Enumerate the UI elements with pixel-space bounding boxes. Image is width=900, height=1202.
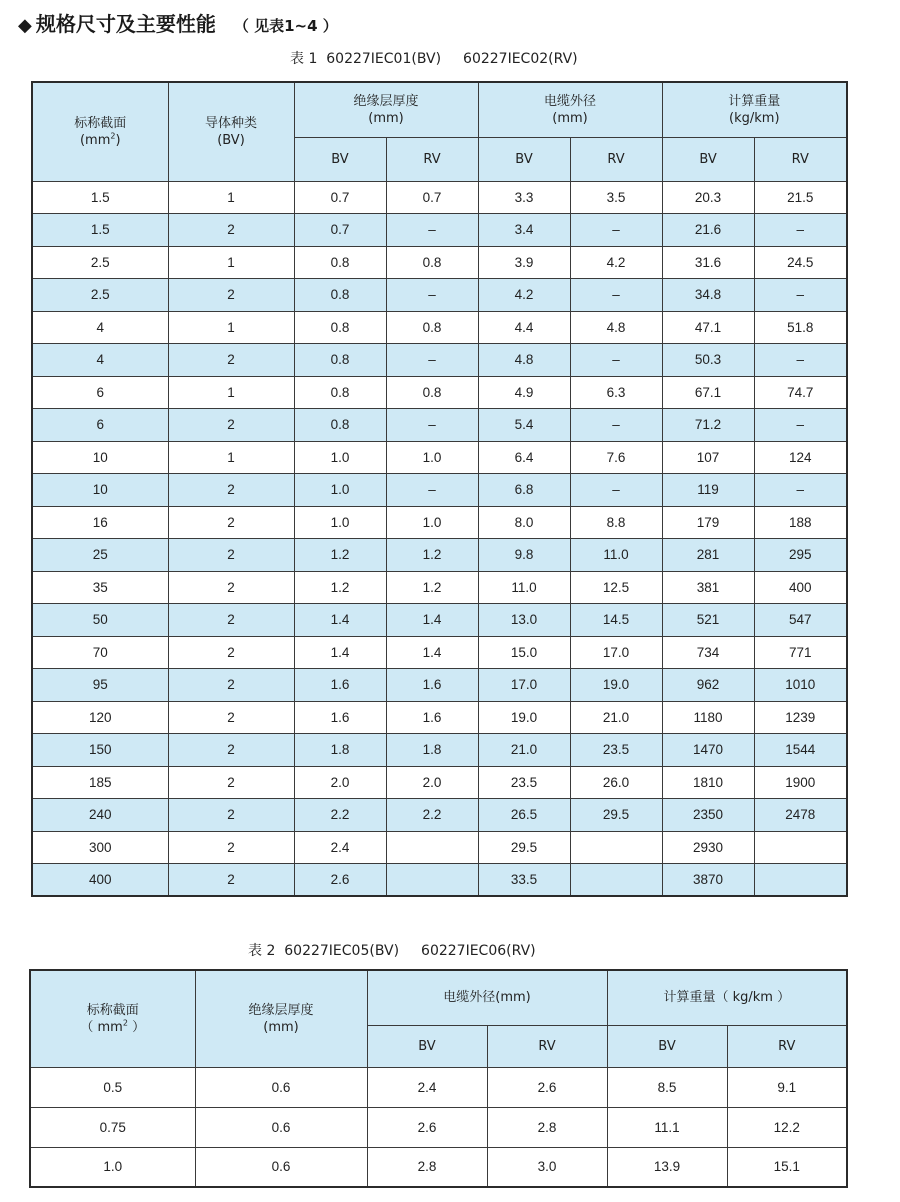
conductor-cell: 1 bbox=[168, 376, 294, 409]
unit-superscript: 2 bbox=[110, 131, 116, 141]
table1-subheader-insulation-rv: RV bbox=[386, 137, 478, 181]
section-cell: 1.0 bbox=[30, 1147, 195, 1187]
unit-text: ) bbox=[115, 132, 121, 148]
table-row bbox=[32, 636, 847, 669]
diameter-bv-cell: 3.4 bbox=[478, 214, 570, 247]
insulation-rv-cell: 0.8 bbox=[386, 376, 478, 409]
section-cell: 240 bbox=[32, 799, 168, 832]
table1-spec-table bbox=[31, 81, 848, 897]
table2-header-row bbox=[30, 970, 847, 1025]
weight-rv-cell: – bbox=[754, 344, 847, 377]
section-cell: 150 bbox=[32, 734, 168, 767]
weight-rv-cell: – bbox=[754, 409, 847, 442]
table2-subheader-weight-bv: BV bbox=[607, 1025, 727, 1067]
insulation-rv-cell: – bbox=[386, 409, 478, 442]
diameter-rv-cell: 11.0 bbox=[570, 539, 662, 572]
insulation-rv-cell: 1.4 bbox=[386, 636, 478, 669]
diameter-bv-cell: 5.4 bbox=[478, 409, 570, 442]
section-cell: 6 bbox=[32, 409, 168, 442]
conductor-cell: 2 bbox=[168, 214, 294, 247]
section-cell: 4 bbox=[32, 311, 168, 344]
section-cell: 0.5 bbox=[30, 1067, 195, 1107]
weight-rv-cell: 21.5 bbox=[754, 181, 847, 214]
table1-header-insulation-unit: (mm) bbox=[368, 110, 404, 126]
table2-header-weight: 计算重量（ kg/km ） bbox=[607, 970, 847, 1025]
weight-bv-cell: 107 bbox=[662, 441, 754, 474]
table1-caption-label: 表 1 bbox=[290, 51, 318, 67]
insulation-bv-cell: 1.2 bbox=[294, 539, 386, 572]
table1-subheader-weight-rv: RV bbox=[754, 137, 847, 181]
table2-body bbox=[30, 1067, 847, 1187]
section-subtitle: （ 见表1~4 ） bbox=[233, 17, 338, 35]
conductor-cell: 2 bbox=[168, 539, 294, 572]
table1-header-conductor-label: 导体种类 bbox=[204, 115, 257, 131]
insulation-rv-cell: 1.2 bbox=[386, 571, 478, 604]
table1-header-weight-unit: (kg/km) bbox=[729, 110, 780, 126]
section-cell: 0.75 bbox=[30, 1107, 195, 1147]
table-row bbox=[32, 864, 847, 897]
weight-bv-cell: 521 bbox=[662, 604, 754, 637]
insulation-rv-cell: – bbox=[386, 474, 478, 507]
conductor-cell: 1 bbox=[168, 181, 294, 214]
table2-header-insulation-unit: (mm) bbox=[263, 1019, 299, 1035]
conductor-cell: 1 bbox=[168, 441, 294, 474]
weight-bv-cell: 13.9 bbox=[607, 1147, 727, 1187]
table2-spec-table bbox=[29, 969, 848, 1188]
weight-bv-cell: 11.1 bbox=[607, 1107, 727, 1147]
table1-header-insulation bbox=[294, 82, 478, 137]
table-row bbox=[32, 734, 847, 767]
diameter-rv-cell: 7.6 bbox=[570, 441, 662, 474]
section-cell: 10 bbox=[32, 474, 168, 507]
insulation-rv-cell: – bbox=[386, 344, 478, 377]
weight-rv-cell: 1010 bbox=[754, 669, 847, 702]
insulation-rv-cell: 1.0 bbox=[386, 506, 478, 539]
weight-rv-cell: 400 bbox=[754, 571, 847, 604]
table-row bbox=[32, 279, 847, 312]
diameter-bv-cell: 11.0 bbox=[478, 571, 570, 604]
diameter-rv-cell bbox=[570, 831, 662, 864]
insulation-bv-cell: 2.6 bbox=[294, 864, 386, 897]
table1-header-section-unit bbox=[33, 132, 168, 149]
diameter-bv-cell: 15.0 bbox=[478, 636, 570, 669]
table2-subheader-diameter-bv: BV bbox=[367, 1025, 487, 1067]
section-cell: 6 bbox=[32, 376, 168, 409]
table2-header-section bbox=[30, 970, 195, 1067]
conductor-cell: 2 bbox=[168, 344, 294, 377]
weight-bv-cell: 962 bbox=[662, 669, 754, 702]
diameter-rv-cell: 4.8 bbox=[570, 311, 662, 344]
weight-bv-cell: 1470 bbox=[662, 734, 754, 767]
insulation-bv-cell: 0.8 bbox=[294, 279, 386, 312]
weight-rv-cell bbox=[754, 831, 847, 864]
table-row bbox=[32, 701, 847, 734]
table2-header-insulation bbox=[195, 970, 367, 1067]
section-cell: 10 bbox=[32, 441, 168, 474]
diameter-rv-cell: 4.2 bbox=[570, 246, 662, 279]
section-cell: 120 bbox=[32, 701, 168, 734]
diameter-rv-cell: 2.6 bbox=[487, 1067, 607, 1107]
insulation-rv-cell: 0.8 bbox=[386, 311, 478, 344]
weight-bv-cell: 734 bbox=[662, 636, 754, 669]
weight-bv-cell: 8.5 bbox=[607, 1067, 727, 1107]
section-cell: 1.5 bbox=[32, 181, 168, 214]
diameter-bv-cell: 19.0 bbox=[478, 701, 570, 734]
table-row bbox=[32, 539, 847, 572]
diameter-rv-cell: 3.0 bbox=[487, 1147, 607, 1187]
table1-header-row bbox=[32, 82, 847, 137]
diameter-bv-cell: 6.4 bbox=[478, 441, 570, 474]
table-row bbox=[32, 474, 847, 507]
weight-rv-cell: 1900 bbox=[754, 766, 847, 799]
weight-bv-cell: 20.3 bbox=[662, 181, 754, 214]
conductor-cell: 2 bbox=[168, 506, 294, 539]
insulation-cell: 0.6 bbox=[195, 1107, 367, 1147]
section-cell: 2.5 bbox=[32, 279, 168, 312]
insulation-bv-cell: 1.0 bbox=[294, 441, 386, 474]
table1-header-weight-label: 计算重量 bbox=[728, 93, 781, 109]
diameter-bv-cell: 3.9 bbox=[478, 246, 570, 279]
conductor-cell: 2 bbox=[168, 279, 294, 312]
weight-rv-cell: 24.5 bbox=[754, 246, 847, 279]
section-cell: 300 bbox=[32, 831, 168, 864]
weight-rv-cell: 9.1 bbox=[727, 1067, 847, 1107]
table-row bbox=[32, 799, 847, 832]
weight-bv-cell: 381 bbox=[662, 571, 754, 604]
diameter-bv-cell: 2.8 bbox=[367, 1147, 487, 1187]
section-cell: 2.5 bbox=[32, 246, 168, 279]
table1-header-section bbox=[32, 82, 168, 181]
diamond-bullet-icon: ◆ bbox=[18, 15, 32, 36]
diameter-bv-cell: 9.8 bbox=[478, 539, 570, 572]
weight-bv-cell: 281 bbox=[662, 539, 754, 572]
insulation-rv-cell bbox=[386, 831, 478, 864]
diameter-rv-cell: – bbox=[570, 409, 662, 442]
table-row bbox=[32, 246, 847, 279]
diameter-bv-cell: 33.5 bbox=[478, 864, 570, 897]
weight-rv-cell: – bbox=[754, 279, 847, 312]
insulation-bv-cell: 1.0 bbox=[294, 506, 386, 539]
table-row bbox=[30, 1147, 847, 1187]
insulation-bv-cell: 1.2 bbox=[294, 571, 386, 604]
weight-bv-cell: 21.6 bbox=[662, 214, 754, 247]
weight-rv-cell: 51.8 bbox=[754, 311, 847, 344]
conductor-cell: 2 bbox=[168, 766, 294, 799]
table1-caption-standard-rv: 60227IEC02(RV) bbox=[463, 51, 578, 67]
diameter-bv-cell: 4.8 bbox=[478, 344, 570, 377]
table-row bbox=[32, 669, 847, 702]
weight-rv-cell: 1239 bbox=[754, 701, 847, 734]
insulation-bv-cell: 1.4 bbox=[294, 636, 386, 669]
insulation-bv-cell: 1.6 bbox=[294, 669, 386, 702]
weight-rv-cell: – bbox=[754, 214, 847, 247]
table1-header-section-label: 标称截面 bbox=[74, 115, 127, 131]
insulation-bv-cell: 0.8 bbox=[294, 246, 386, 279]
table-row bbox=[30, 1107, 847, 1147]
weight-rv-cell: 547 bbox=[754, 604, 847, 637]
diameter-rv-cell: 8.8 bbox=[570, 506, 662, 539]
table1-header-diameter-label: 电缆外径 bbox=[544, 93, 597, 109]
table-row bbox=[32, 344, 847, 377]
diameter-bv-cell: 26.5 bbox=[478, 799, 570, 832]
conductor-cell: 2 bbox=[168, 701, 294, 734]
conductor-cell: 1 bbox=[168, 311, 294, 344]
weight-rv-cell: 74.7 bbox=[754, 376, 847, 409]
diameter-bv-cell: 21.0 bbox=[478, 734, 570, 767]
table1-header-conductor bbox=[168, 82, 294, 181]
section-cell: 16 bbox=[32, 506, 168, 539]
table-row bbox=[32, 376, 847, 409]
diameter-rv-cell: – bbox=[570, 214, 662, 247]
table-row bbox=[32, 214, 847, 247]
diameter-rv-cell: 6.3 bbox=[570, 376, 662, 409]
conductor-cell: 2 bbox=[168, 831, 294, 864]
table2-caption-standard-bv: 60227IEC05(BV) bbox=[284, 943, 400, 959]
diameter-bv-cell: 4.2 bbox=[478, 279, 570, 312]
insulation-rv-cell: 1.8 bbox=[386, 734, 478, 767]
weight-bv-cell: 31.6 bbox=[662, 246, 754, 279]
table1-body bbox=[32, 181, 847, 896]
insulation-bv-cell: 0.8 bbox=[294, 376, 386, 409]
table-row bbox=[32, 831, 847, 864]
diameter-bv-cell: 6.8 bbox=[478, 474, 570, 507]
insulation-rv-cell: 1.6 bbox=[386, 701, 478, 734]
table-row bbox=[32, 441, 847, 474]
table1-subheader-diameter-bv: BV bbox=[478, 137, 570, 181]
diameter-bv-cell: 4.9 bbox=[478, 376, 570, 409]
diameter-rv-cell: 14.5 bbox=[570, 604, 662, 637]
table1-header-conductor-unit: (BV) bbox=[217, 132, 245, 148]
insulation-bv-cell: 2.4 bbox=[294, 831, 386, 864]
conductor-cell: 1 bbox=[168, 246, 294, 279]
diameter-rv-cell: 17.0 bbox=[570, 636, 662, 669]
diameter-bv-cell: 17.0 bbox=[478, 669, 570, 702]
weight-bv-cell: 3870 bbox=[662, 864, 754, 897]
weight-bv-cell: 34.8 bbox=[662, 279, 754, 312]
weight-rv-cell: – bbox=[754, 474, 847, 507]
insulation-bv-cell: 2.2 bbox=[294, 799, 386, 832]
diameter-rv-cell: 29.5 bbox=[570, 799, 662, 832]
table1-subheader-diameter-rv: RV bbox=[570, 137, 662, 181]
table1-caption bbox=[290, 48, 578, 68]
section-cell: 25 bbox=[32, 539, 168, 572]
weight-rv-cell: 124 bbox=[754, 441, 847, 474]
table1-header-insulation-label: 绝缘层厚度 bbox=[353, 93, 419, 109]
conductor-cell: 2 bbox=[168, 636, 294, 669]
insulation-bv-cell: 0.8 bbox=[294, 344, 386, 377]
conductor-cell: 2 bbox=[168, 734, 294, 767]
section-cell: 95 bbox=[32, 669, 168, 702]
diameter-rv-cell: 21.0 bbox=[570, 701, 662, 734]
table-row bbox=[32, 766, 847, 799]
weight-bv-cell: 179 bbox=[662, 506, 754, 539]
insulation-rv-cell bbox=[386, 864, 478, 897]
section-cell: 1.5 bbox=[32, 214, 168, 247]
insulation-cell: 0.6 bbox=[195, 1067, 367, 1107]
unit-text: ） bbox=[127, 1019, 146, 1035]
insulation-bv-cell: 1.6 bbox=[294, 701, 386, 734]
diameter-rv-cell: 23.5 bbox=[570, 734, 662, 767]
conductor-cell: 2 bbox=[168, 799, 294, 832]
unit-superscript: 2 bbox=[122, 1018, 128, 1028]
weight-bv-cell: 1180 bbox=[662, 701, 754, 734]
insulation-rv-cell: 1.6 bbox=[386, 669, 478, 702]
section-cell: 35 bbox=[32, 571, 168, 604]
weight-bv-cell: 47.1 bbox=[662, 311, 754, 344]
insulation-rv-cell: 0.8 bbox=[386, 246, 478, 279]
diameter-rv-cell: – bbox=[570, 279, 662, 312]
insulation-rv-cell: – bbox=[386, 279, 478, 312]
section-cell: 70 bbox=[32, 636, 168, 669]
diameter-rv-cell: 26.0 bbox=[570, 766, 662, 799]
table2-subheader-diameter-rv: RV bbox=[487, 1025, 607, 1067]
insulation-bv-cell: 2.0 bbox=[294, 766, 386, 799]
insulation-rv-cell: 1.4 bbox=[386, 604, 478, 637]
table2-header-diameter: 电缆外径(mm) bbox=[367, 970, 607, 1025]
weight-rv-cell: 12.2 bbox=[727, 1107, 847, 1147]
insulation-rv-cell: 0.7 bbox=[386, 181, 478, 214]
unit-text: （ mm bbox=[80, 1019, 123, 1035]
weight-bv-cell: 1810 bbox=[662, 766, 754, 799]
insulation-rv-cell: 1.0 bbox=[386, 441, 478, 474]
insulation-rv-cell: 2.0 bbox=[386, 766, 478, 799]
weight-rv-cell: 1544 bbox=[754, 734, 847, 767]
weight-rv-cell: 2478 bbox=[754, 799, 847, 832]
diameter-bv-cell: 8.0 bbox=[478, 506, 570, 539]
diameter-rv-cell: – bbox=[570, 474, 662, 507]
diameter-rv-cell: 12.5 bbox=[570, 571, 662, 604]
weight-rv-cell: 295 bbox=[754, 539, 847, 572]
table1-header-diameter bbox=[478, 82, 662, 137]
insulation-rv-cell: 2.2 bbox=[386, 799, 478, 832]
section-cell: 400 bbox=[32, 864, 168, 897]
table1-caption-standard-bv: 60227IEC01(BV) bbox=[326, 51, 442, 67]
table2-header-section-label: 标称截面 bbox=[86, 1002, 139, 1018]
weight-bv-cell: 50.3 bbox=[662, 344, 754, 377]
table-row bbox=[30, 1067, 847, 1107]
table-row bbox=[32, 604, 847, 637]
diameter-bv-cell: 29.5 bbox=[478, 831, 570, 864]
weight-bv-cell: 119 bbox=[662, 474, 754, 507]
diameter-rv-cell: 19.0 bbox=[570, 669, 662, 702]
table2-header-insulation-label: 绝缘层厚度 bbox=[248, 1002, 314, 1018]
diameter-rv-cell: – bbox=[570, 344, 662, 377]
table1-subheader-weight-bv: BV bbox=[662, 137, 754, 181]
diameter-bv-cell: 4.4 bbox=[478, 311, 570, 344]
table1-header-diameter-unit: (mm) bbox=[552, 110, 588, 126]
section-cell: 50 bbox=[32, 604, 168, 637]
conductor-cell: 2 bbox=[168, 669, 294, 702]
table1-subheader-insulation-bv: BV bbox=[294, 137, 386, 181]
table-row bbox=[32, 571, 847, 604]
diameter-bv-cell: 3.3 bbox=[478, 181, 570, 214]
table1-header-weight bbox=[662, 82, 847, 137]
section-cell: 4 bbox=[32, 344, 168, 377]
insulation-bv-cell: 1.4 bbox=[294, 604, 386, 637]
insulation-bv-cell: 0.7 bbox=[294, 214, 386, 247]
diameter-bv-cell: 13.0 bbox=[478, 604, 570, 637]
insulation-rv-cell: 1.2 bbox=[386, 539, 478, 572]
weight-bv-cell: 2930 bbox=[662, 831, 754, 864]
conductor-cell: 2 bbox=[168, 474, 294, 507]
table-row bbox=[32, 506, 847, 539]
weight-bv-cell: 67.1 bbox=[662, 376, 754, 409]
diameter-rv-cell bbox=[570, 864, 662, 897]
diameter-rv-cell: 3.5 bbox=[570, 181, 662, 214]
unit-text: (mm bbox=[79, 132, 111, 148]
table2-caption bbox=[248, 940, 536, 960]
conductor-cell: 2 bbox=[168, 864, 294, 897]
weight-rv-cell: 771 bbox=[754, 636, 847, 669]
table-row bbox=[32, 311, 847, 344]
insulation-bv-cell: 1.0 bbox=[294, 474, 386, 507]
section-heading bbox=[18, 8, 338, 37]
weight-rv-cell: 188 bbox=[754, 506, 847, 539]
diameter-bv-cell: 23.5 bbox=[478, 766, 570, 799]
insulation-cell: 0.6 bbox=[195, 1147, 367, 1187]
diameter-rv-cell: 2.8 bbox=[487, 1107, 607, 1147]
table2-caption-standard-rv: 60227IEC06(RV) bbox=[421, 943, 536, 959]
table2-caption-label: 表 2 bbox=[248, 943, 276, 959]
diameter-bv-cell: 2.4 bbox=[367, 1067, 487, 1107]
section-title: 规格尺寸及主要性能 bbox=[35, 12, 216, 36]
insulation-rv-cell: – bbox=[386, 214, 478, 247]
section-cell: 185 bbox=[32, 766, 168, 799]
table-row bbox=[32, 181, 847, 214]
table2-header-section-unit bbox=[31, 1019, 195, 1036]
insulation-bv-cell: 0.8 bbox=[294, 409, 386, 442]
insulation-bv-cell: 1.8 bbox=[294, 734, 386, 767]
conductor-cell: 2 bbox=[168, 571, 294, 604]
conductor-cell: 2 bbox=[168, 604, 294, 637]
weight-rv-cell bbox=[754, 864, 847, 897]
weight-bv-cell: 2350 bbox=[662, 799, 754, 832]
weight-bv-cell: 71.2 bbox=[662, 409, 754, 442]
table-row bbox=[32, 409, 847, 442]
insulation-bv-cell: 0.8 bbox=[294, 311, 386, 344]
conductor-cell: 2 bbox=[168, 409, 294, 442]
weight-rv-cell: 15.1 bbox=[727, 1147, 847, 1187]
diameter-bv-cell: 2.6 bbox=[367, 1107, 487, 1147]
table2-subheader-weight-rv: RV bbox=[727, 1025, 847, 1067]
insulation-bv-cell: 0.7 bbox=[294, 181, 386, 214]
